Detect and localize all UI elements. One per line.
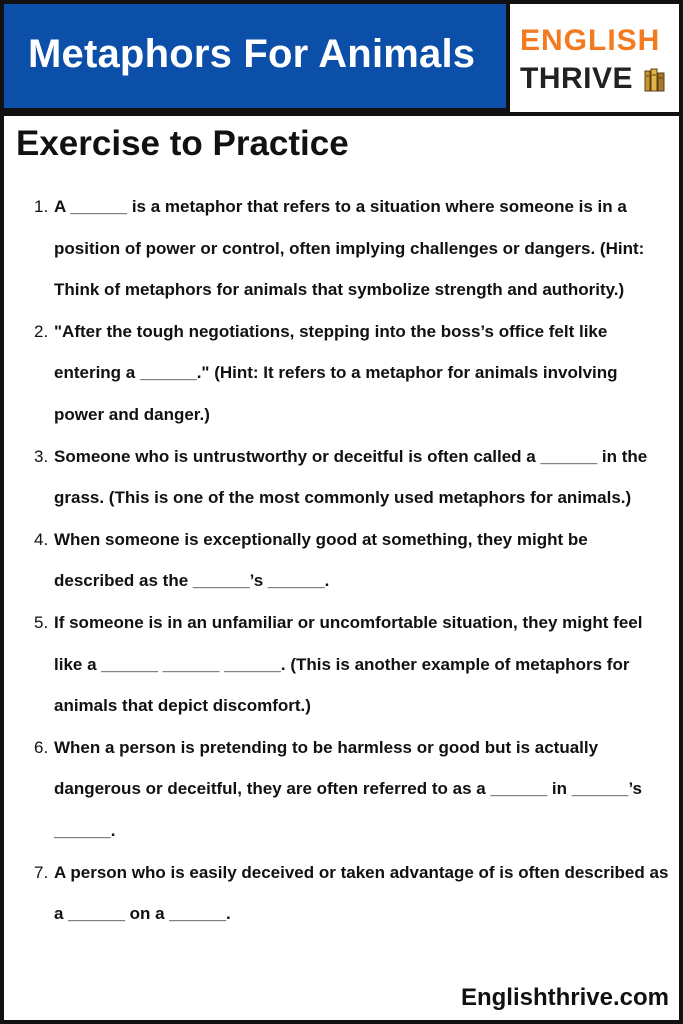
exercise-text: When someone is exceptionally good at something, they might be described as the ______’s ______. <box>54 529 588 591</box>
exercise-list <box>30 186 670 935</box>
exercise-item <box>30 602 670 727</box>
exercise-item <box>30 727 670 852</box>
exercise-item <box>30 186 670 311</box>
exercise-number: 2. <box>34 321 49 341</box>
exercise-item <box>30 311 670 436</box>
exercise-number: 1. <box>34 197 49 216</box>
exercise-text: When a person is pretending to be harmless or good but is actually dangerous or deceitful, they are often referred to as a ______ in ______’s ______. <box>54 737 643 840</box>
exercise-number: 6. <box>34 737 49 757</box>
header-banner <box>4 4 510 112</box>
exercise-text: Someone who is untrustworthy or deceitful is often called a ______ in the grass. (This is one of the most commonly used metaphors for animals.) <box>54 446 648 508</box>
exercise-number: 5. <box>34 612 49 632</box>
footer-website-link[interactable]: Englishthrive.com <box>460 984 669 1011</box>
header-divider <box>4 112 679 116</box>
logo-text-thrive: THRIVE <box>520 62 634 95</box>
books-icon <box>644 68 666 92</box>
exercise-number: 3. <box>34 446 49 466</box>
section-title: Exercise to Practice <box>16 124 349 163</box>
exercise-text: A ______ is a metaphor that refers to a situation where someone is in a position of power or control, often implying challenges or dangers. (Hint: Think of metaphors for animals that symbolize strength and authority.) <box>54 197 645 300</box>
exercise-item <box>30 519 670 602</box>
exercise-item <box>30 436 670 519</box>
exercise-item <box>30 852 670 935</box>
exercise-number: 4. <box>34 529 49 549</box>
exercise-text: A person who is easily deceived or taken advantage of is often described as a ______ on a ______. <box>54 862 669 924</box>
exercise-text: "After the tough negotiations, stepping into the boss’s office felt like entering a ______." (Hint: It refers to a metaphor for animals involving power and danger.) <box>54 321 618 424</box>
exercise-text: If someone is in an unfamiliar or uncomfortable situation, they might feel like a ______ ______ ______. (This is another example of metaphors for animals that depict discomfort.) <box>54 612 643 716</box>
english-thrive-logo <box>514 18 674 102</box>
exercise-number: 7. <box>34 862 49 882</box>
logo-text-english: ENGLISH <box>520 24 661 57</box>
page-title: Metaphors For Animals <box>28 32 476 76</box>
